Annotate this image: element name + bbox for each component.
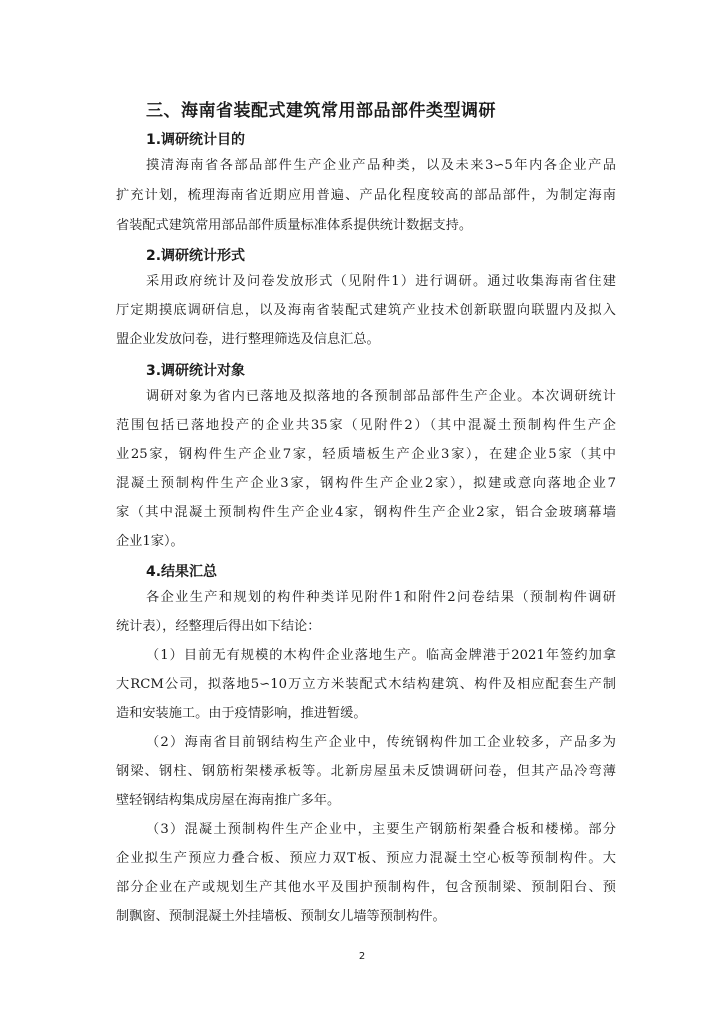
paragraph-line: 业25家，钢构件生产企业7家，轻质墙板生产企业3家），在建企业5家（其中 <box>116 447 616 462</box>
subsection-title-form: 2.调研统计形式 <box>146 248 246 264</box>
subsection-title-purpose: 1.调研统计目的 <box>146 132 246 148</box>
conclusion-line: 造和安装施工。由于疫情影响，推进暂缓。 <box>116 706 367 721</box>
paragraph-line: 厅定期摸底调研信息，以及海南省装配式建筑产业技术创新联盟向联盟内及拟入 <box>116 303 616 318</box>
paragraph-line: 混凝土预制构件生产企业3家，钢构件生产企业2家），拟建或意向落地企业7 <box>116 476 616 491</box>
page-number: 2 <box>358 951 366 962</box>
paragraph-line: 调研对象为省内已落地及拟落地的各预制部品部件生产企业。本次调研统计 <box>146 389 616 404</box>
paragraph-line: 摸清海南省各部品部件生产企业产品种类，以及未来3∽5年内各企业产品 <box>146 158 616 173</box>
conclusion-line: （2）海南省目前钢结构生产企业中，传统钢构件加工企业较多，产品多为 <box>146 735 616 750</box>
conclusion-line: 制飘窗、预制混凝土外挂墙板、预制女儿墙等预制构件。 <box>116 909 446 924</box>
conclusion-line: （3）混凝土预制构件生产企业中，主要生产钢筋桁架叠合板和楼梯。部分 <box>146 822 616 837</box>
conclusion-line: 企业拟生产预应力叠合板、预应力双T板、预应力混凝土空心板等预制构件。大 <box>116 851 616 866</box>
paragraph-line: 统计表），经整理后得出如下结论： <box>116 619 321 634</box>
paragraph-line: 家（其中混凝土预制构件生产企业4家，钢构件生产企业2家，铝合金玻璃幕墙 <box>116 505 616 520</box>
conclusion-line: 壁轻钢结构集成房屋在海南推广多年。 <box>116 793 341 808</box>
section-heading: 三、海南省装配式建筑常用部品部件类型调研 <box>146 101 496 121</box>
conclusion-line: 钢梁、钢柱、钢筋桁架楼承板等。北新房屋虽未反馈调研问卷，但其产品冷弯薄 <box>116 764 616 779</box>
paragraph-line: 企业1家）。 <box>116 534 184 549</box>
conclusion-line: （1）目前无有规模的木构件企业落地生产。临高金牌港于2021年签约加拿 <box>146 648 616 663</box>
subsection-title-object: 3.调研统计对象 <box>146 363 246 379</box>
paragraph-line: 省装配式建筑常用部品部件质量标准体系提供统计数据支持。 <box>116 218 473 233</box>
subsection-title-results: 4.结果汇总 <box>146 564 218 580</box>
paragraph-line: 扩充计划，梳理海南省近期应用普遍、产品化程度较高的部品部件，为制定海南 <box>116 188 616 203</box>
paragraph-line: 采用政府统计及问卷发放形式（见附件1）进行调研。通过收集海南省住建 <box>146 274 616 289</box>
paragraph-line: 各企业生产和规划的构件种类详见附件1和附件2问卷结果（预制构件调研 <box>146 590 616 605</box>
paragraph-line: 盟企业发放问卷，进行整理筛选及信息汇总。 <box>116 332 380 347</box>
conclusion-line: 部分企业在产或规划生产其他水平及围护预制构件，包含预制梁、预制阳台、预 <box>116 880 616 895</box>
conclusion-line: 大RCM公司，拟落地5∽10万立方米装配式木结构建筑、构件及相应配套生产制 <box>116 677 616 692</box>
paragraph-line: 范围包括已落地投产的企业共35家（见附件2）（其中混凝土预制构件生产企 <box>116 418 616 433</box>
